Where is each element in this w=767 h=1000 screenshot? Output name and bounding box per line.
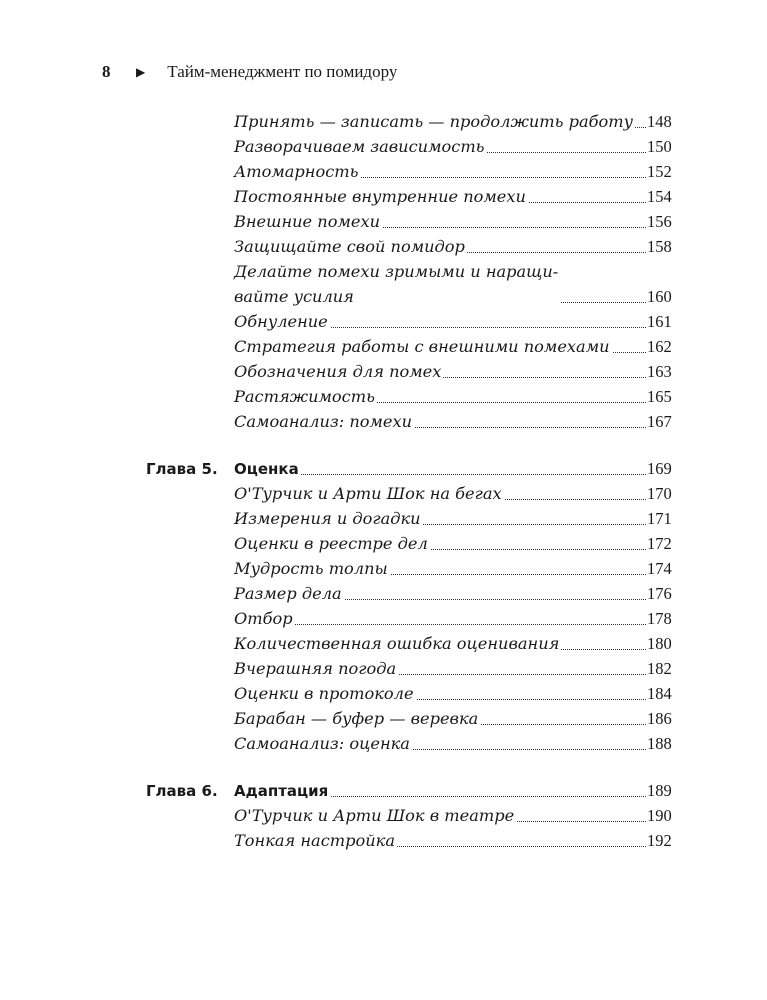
chapter-page: 189 <box>647 781 691 801</box>
toc-entry-title: Самоанализ: оценка <box>234 734 410 753</box>
chapter-page: 169 <box>647 459 691 479</box>
toc-entry[interactable] <box>0 509 767 534</box>
toc-entry[interactable] <box>0 312 767 337</box>
toc-entry-page: 184 <box>647 684 691 704</box>
toc-entry[interactable] <box>0 262 767 312</box>
toc-entry-title: Внешние помехи <box>234 212 381 231</box>
toc-entry-title-line2: вайте усилия <box>234 287 354 306</box>
toc-entry-page: 165 <box>647 387 691 407</box>
toc-entry-page: 176 <box>647 584 691 604</box>
toc-entry-title: Постоянные внутренние помехи <box>234 187 526 206</box>
toc-entry-title: Размер дела <box>234 584 342 603</box>
toc-entry-page: 158 <box>647 237 691 257</box>
toc-entry-title: Оценки в протоколе <box>234 684 414 703</box>
toc-entry[interactable] <box>0 534 767 559</box>
toc-entry-page: 163 <box>647 362 691 382</box>
toc-entry-page: 186 <box>647 709 691 729</box>
toc-entry[interactable] <box>0 806 767 831</box>
toc-entry[interactable] <box>0 387 767 412</box>
toc-entry[interactable] <box>0 187 767 212</box>
chapter-6-heading[interactable] <box>0 781 767 806</box>
toc-entry[interactable] <box>0 734 767 759</box>
toc-entry-page: 161 <box>647 312 691 332</box>
toc-entry-title: Оценки в реестре дел <box>234 534 428 553</box>
toc-entry-page: 171 <box>647 509 691 529</box>
toc-entry-title: Отбор <box>234 609 293 628</box>
toc-entry[interactable] <box>0 709 767 734</box>
toc-entry-page: 167 <box>647 412 691 432</box>
dot-leader <box>240 624 646 625</box>
toc-entry[interactable] <box>0 609 767 634</box>
table-of-contents <box>0 112 767 856</box>
toc-entry-title: Обозначения для помех <box>234 362 442 381</box>
toc-entry-page: 188 <box>647 734 691 754</box>
toc-entry-page: 156 <box>647 212 691 232</box>
toc-entry[interactable] <box>0 112 767 137</box>
toc-entry-title: Барабан — буфер — веревка <box>234 709 479 728</box>
toc-entry-title: Принять — записать — продолжить работу <box>234 112 633 131</box>
toc-entry-page: 152 <box>647 162 691 182</box>
toc-entry-title-line1: Делайте помехи зримыми и наращи- <box>234 262 559 281</box>
page-number: 8 <box>102 62 111 81</box>
toc-entry[interactable] <box>0 137 767 162</box>
toc-entry-page: 174 <box>647 559 691 579</box>
toc-entry[interactable] <box>0 337 767 362</box>
running-title: Тайм-менеджмент по помидору <box>167 62 398 81</box>
toc-entry[interactable] <box>0 362 767 387</box>
toc-entry-title: Защищайте свой помидор <box>234 237 465 256</box>
toc-entry-title: О'Турчик и Арти Шок в театре <box>234 806 515 825</box>
toc-entry-page: 172 <box>647 534 691 554</box>
toc-entry-page: 150 <box>647 137 691 157</box>
toc-entry-title: Стратегия работы с внешними помехами <box>234 337 610 356</box>
running-header <box>102 62 687 82</box>
toc-entry-page: 160 <box>647 287 691 307</box>
toc-entry-page: 178 <box>647 609 691 629</box>
toc-entry-page: 192 <box>647 831 691 851</box>
toc-entry-page: 170 <box>647 484 691 504</box>
toc-entry-page: 154 <box>647 187 691 207</box>
dot-leader <box>240 474 646 475</box>
toc-entry-title: Мудрость толпы <box>234 559 388 578</box>
chapter-label: Глава 5. <box>146 460 218 478</box>
toc-entry[interactable] <box>0 831 767 856</box>
chapter-title: Оценка <box>234 460 299 478</box>
toc-entry-title: Вчерашняя погода <box>234 659 397 678</box>
toc-entry-page: 190 <box>647 806 691 826</box>
toc-entry-page: 162 <box>647 337 691 357</box>
toc-entry-title <box>234 259 560 309</box>
toc-entry[interactable] <box>0 584 767 609</box>
toc-entry-title: Самоанализ: помехи <box>234 412 413 431</box>
chapter-label: Глава 6. <box>146 782 218 800</box>
toc-entry[interactable] <box>0 212 767 237</box>
toc-entry-title: Обнуление <box>234 312 328 331</box>
triangle-arrow-icon: ▶ <box>136 64 146 79</box>
toc-entry[interactable] <box>0 412 767 437</box>
toc-entry[interactable] <box>0 684 767 709</box>
toc-entry-title: Тонкая настройка <box>234 831 395 850</box>
toc-entry-title: Количественная ошибка оценивания <box>234 634 560 653</box>
chapter-title: Адаптация <box>234 782 329 800</box>
toc-entry[interactable] <box>0 162 767 187</box>
toc-entry-title: Атомарность <box>234 162 359 181</box>
toc-entry[interactable] <box>0 484 767 509</box>
toc-entry[interactable] <box>0 559 767 584</box>
toc-entry-title: Разворачиваем зависимость <box>234 137 485 156</box>
toc-entry-page: 148 <box>647 112 691 132</box>
toc-entry-title: О'Турчик и Арти Шок на бегах <box>234 484 502 503</box>
toc-entry-page: 182 <box>647 659 691 679</box>
toc-entry-page: 180 <box>647 634 691 654</box>
toc-entry-title: Измерения и догадки <box>234 509 421 528</box>
toc-entry-title: Растяжимость <box>234 387 375 406</box>
toc-entry[interactable] <box>0 659 767 684</box>
toc-entry[interactable] <box>0 634 767 659</box>
chapter-5-heading[interactable] <box>0 459 767 484</box>
